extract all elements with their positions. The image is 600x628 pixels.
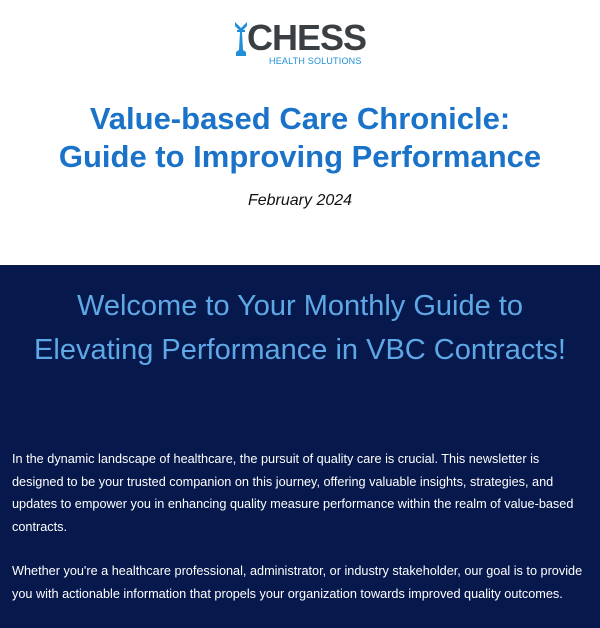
- newsletter-header: [0, 0, 600, 265]
- issue-date: February 2024: [247, 192, 353, 209]
- title-line-1: Value-based Care Chronicle:: [89, 101, 511, 136]
- intro-section: [0, 265, 600, 628]
- newsletter-title: [0, 100, 600, 176]
- chess-health-logo[interactable]: [232, 18, 372, 66]
- welcome-heading: Welcome to Your Monthly Guide to Elevating Performance in VBC Contracts!: [34, 290, 566, 366]
- intro-paragraph-2: Whether you're a healthcare professional, administrator, or industry stakeholder, our goal is to provide you with actionable information that propels your organization towards improved quality outcomes.: [12, 564, 583, 601]
- logo-wordmark: CHESS: [247, 17, 367, 58]
- logo-subtitle: HEALTH SOLUTIONS: [269, 56, 362, 66]
- title-line-2: Guide to Improving Performance: [58, 139, 542, 174]
- intro-paragraph-1: In the dynamic landscape of healthcare, the pursuit of quality care is crucial. This newsletter is designed to be your trusted companion on this journey, offering valuable insights, strategies, and updates to empower you in enhancing quality measure performance within the realm of value-based contracts.: [12, 452, 574, 534]
